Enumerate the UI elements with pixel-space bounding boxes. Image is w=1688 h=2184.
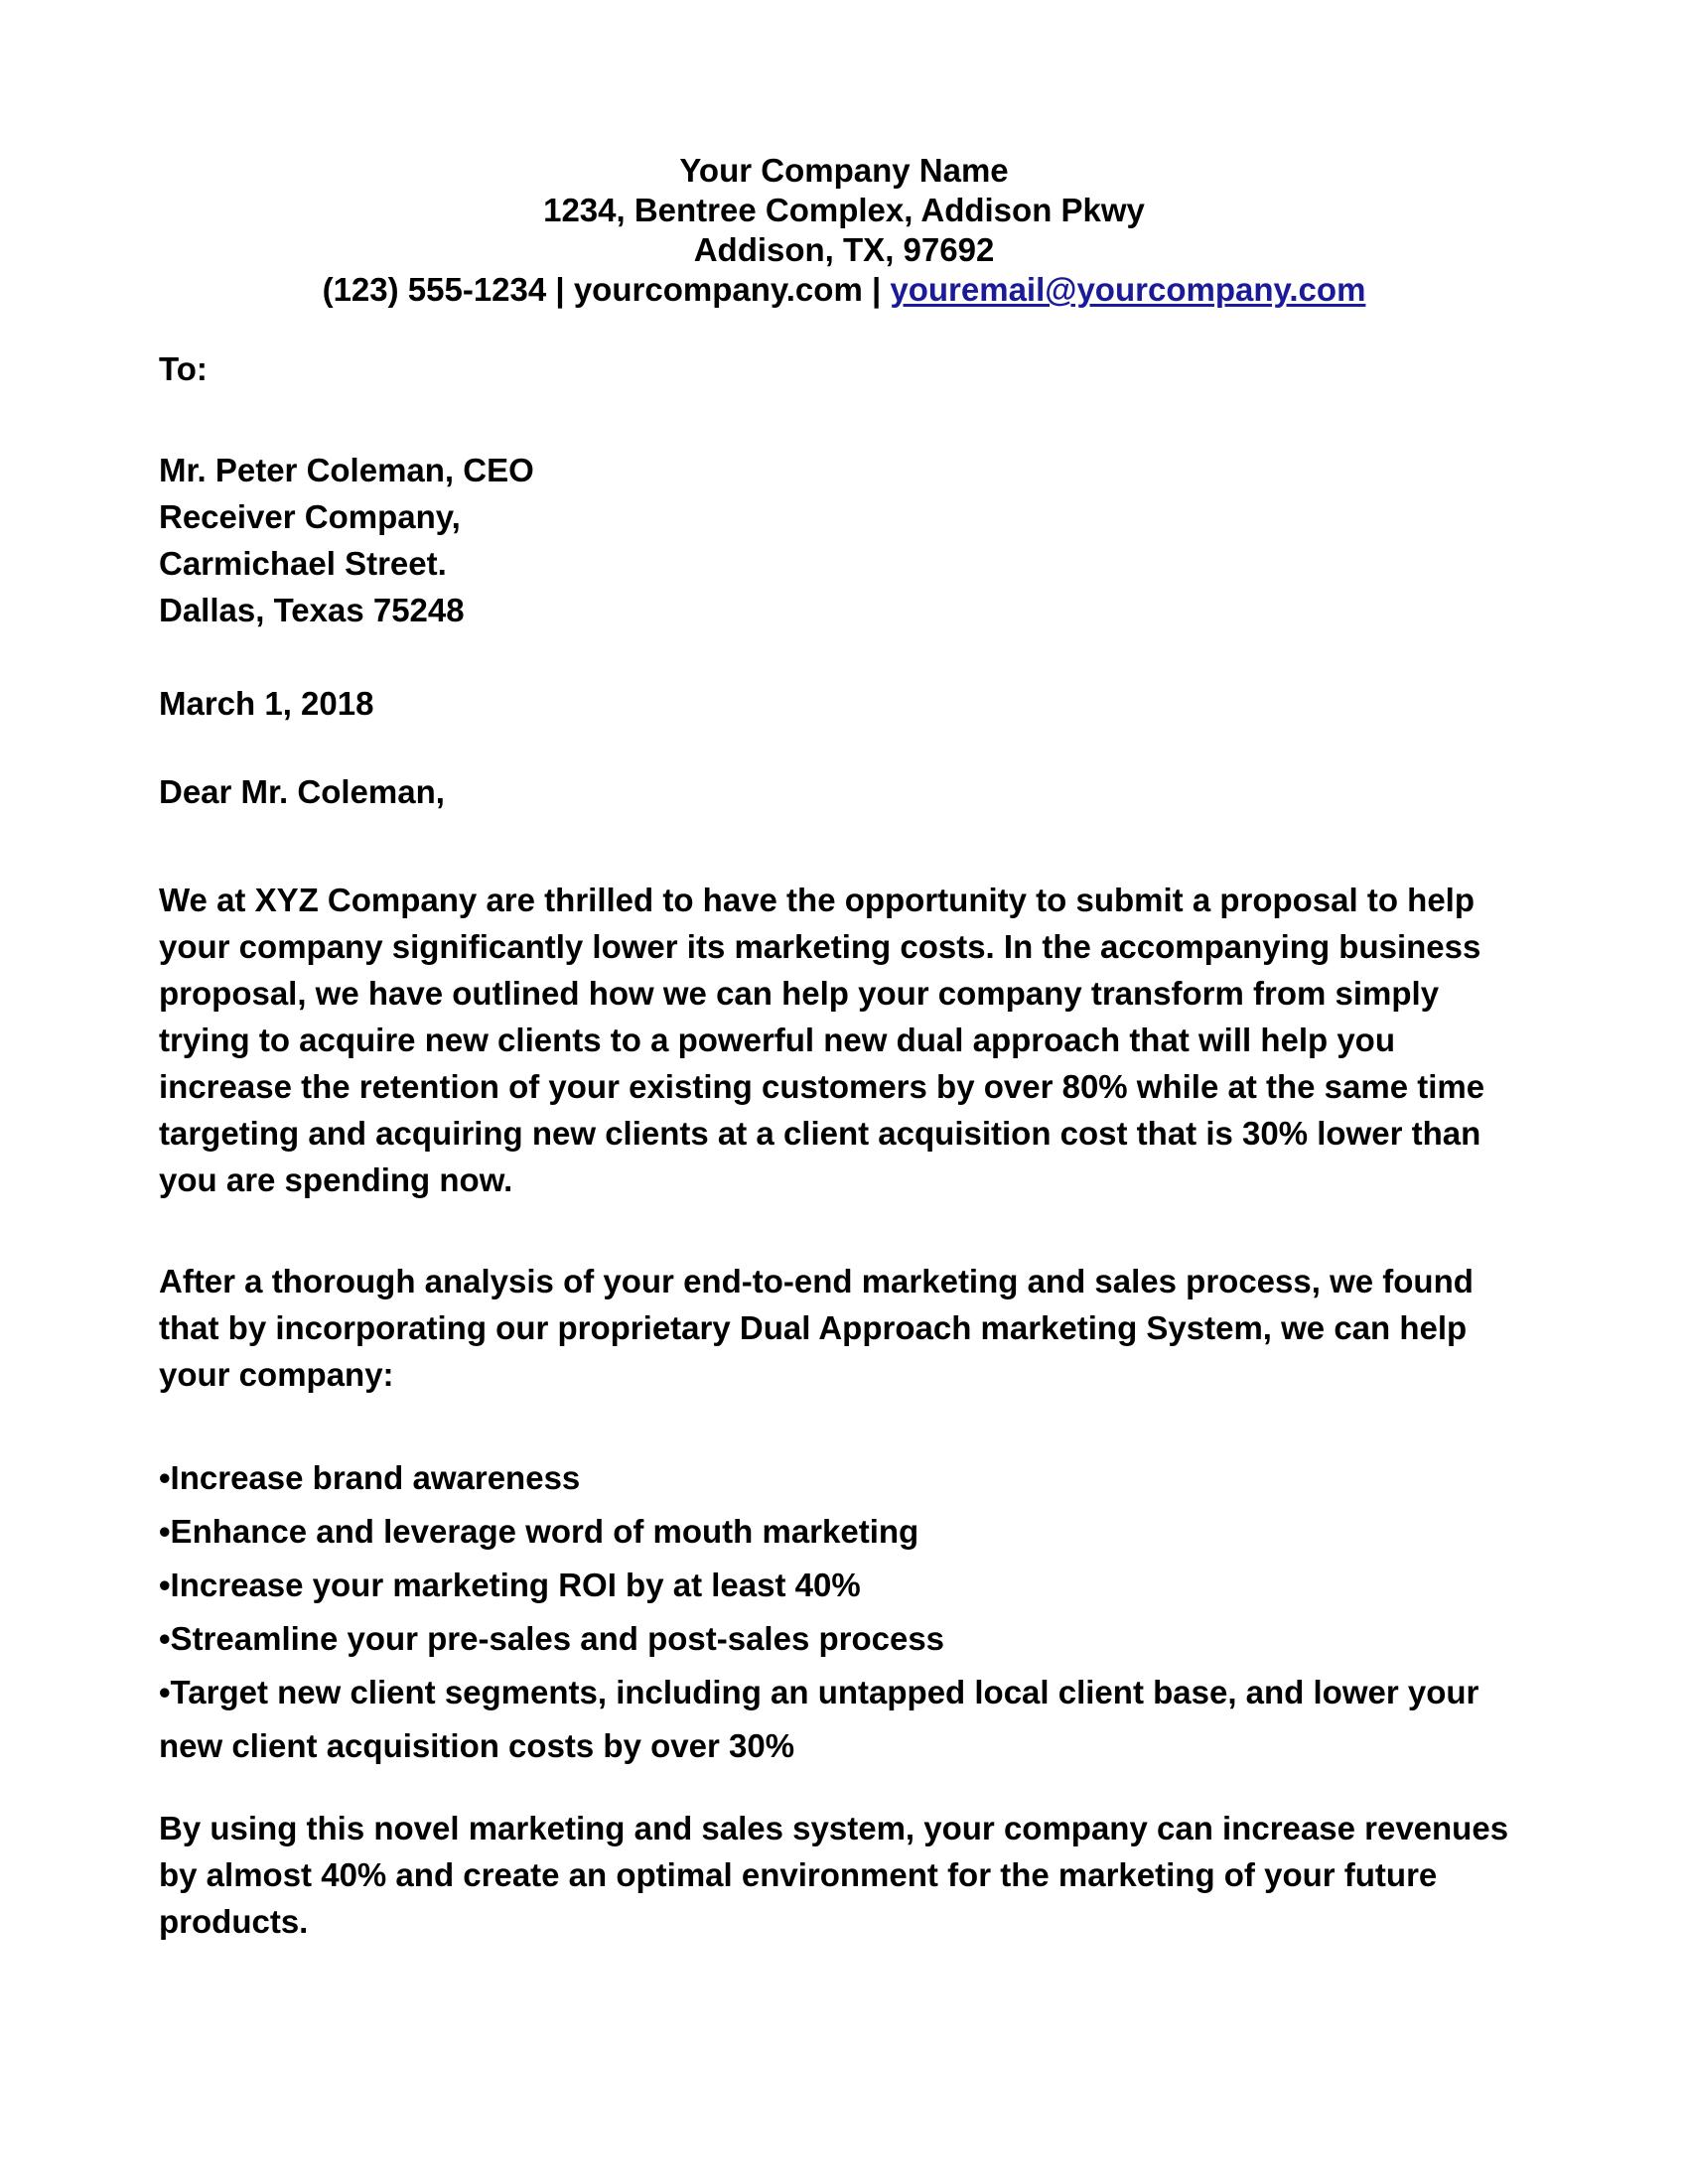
divider: | [871, 271, 882, 308]
paragraph-3: By using this novel marketing and sales system, your company can increase revenues by almost 40% and create an optimal environment for the marketing of your future products. [159, 1810, 1509, 1940]
divider: | [555, 271, 565, 308]
recipient-line: Receiver Company, [159, 498, 461, 535]
recipient-line: Carmichael Street. [159, 545, 447, 582]
paragraph-1: We at XYZ Company are thrilled to have the opportunity to submit a proposal to help your company significantly lower its marketing costs. In the accompanying business proposal, we have outlined how we can help your company transform from simply trying to acquire new clients to a powerful new dual approach that will help you increase the retention of your existing customers by over 80% while at the same time targeting and acquiring new clients at a client acquisition cost that is 30% lower than you are spending now. [159, 882, 1485, 1198]
email-link[interactable]: youremail@yourcompany.com [890, 271, 1366, 308]
contact-line [0, 270, 1688, 310]
phone-number: (123) 555-1234 [322, 271, 547, 308]
bullet-item: •Increase brand awareness [159, 1459, 581, 1496]
salutation: Dear Mr. Coleman, [159, 773, 445, 810]
bullet-item: •Enhance and leverage word of mouth marketing [159, 1513, 919, 1550]
letter-header [0, 0, 1688, 310]
letter-date: March 1, 2018 [159, 685, 374, 722]
recipient-line: Dallas, Texas 75248 [159, 592, 465, 628]
address-line-2: Addison, TX, 97692 [693, 231, 995, 268]
recipient-to-label: To: [159, 350, 208, 387]
bullet-item: •Streamline your pre-sales and post-sales process [159, 1620, 945, 1657]
bullet-list [159, 1451, 1529, 1773]
recipient-block [159, 447, 1529, 633]
bullet-item: •Target new client segments, including an untapped local client base, and lower your new client acquisition costs by over 30% [159, 1674, 1479, 1764]
letter-body [0, 345, 1688, 1945]
website: yourcompany.com [573, 271, 863, 308]
bullet-item: •Increase your marketing ROI by at least 40% [159, 1567, 861, 1603]
company-name: Your Company Name [679, 152, 1009, 189]
paragraph-2: After a thorough analysis of your end-to-end marketing and sales process, we found that by incorporating our proprietary Dual Approach marketing System, we can help your company: [159, 1263, 1474, 1393]
recipient-line: Mr. Peter Coleman, CEO [159, 452, 534, 488]
address-line-1: 1234, Bentree Complex, Addison Pkwy [543, 192, 1145, 228]
